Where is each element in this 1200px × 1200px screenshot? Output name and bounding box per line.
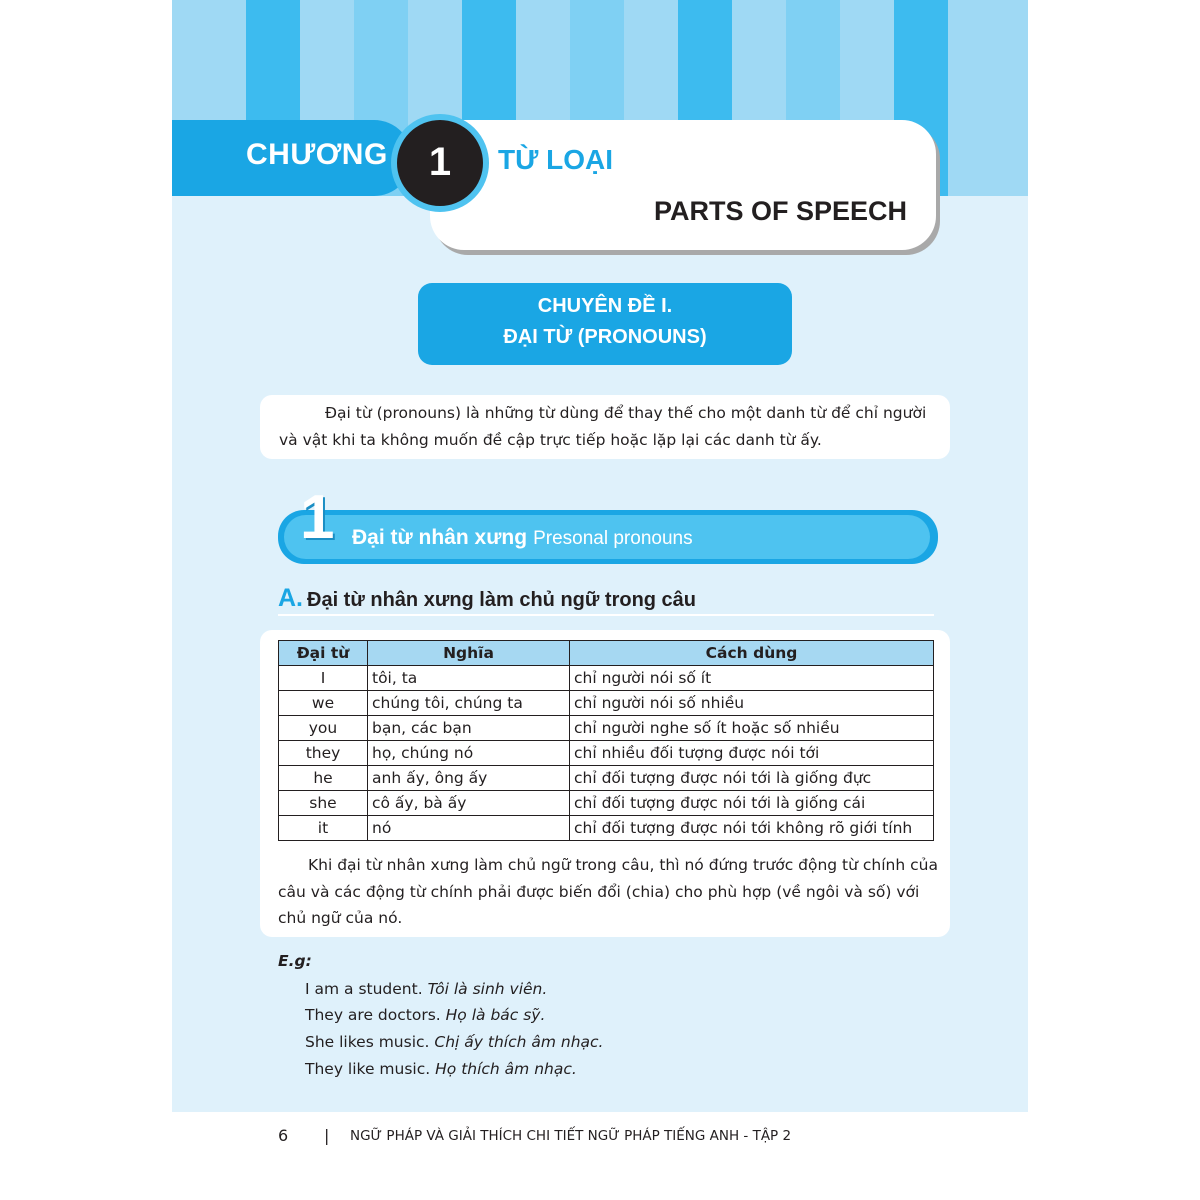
example-item (305, 1060, 577, 1078)
subsection-title: Đại từ nhân xưng làm chủ ngữ trong câu (307, 589, 697, 611)
section-title-en: Presonal pronouns (533, 528, 693, 549)
meaning-cell: tôi, ta (368, 666, 570, 691)
example-vn: Tôi là sinh viên. (427, 980, 548, 998)
chapter-label: CHƯƠNG (246, 138, 388, 171)
table-row (279, 816, 934, 841)
topic-box (418, 283, 792, 365)
example-en: They like music. (305, 1060, 431, 1078)
chapter-number: 1 (428, 140, 452, 184)
usage-note: Khi đại từ nhân xưng làm chủ ngữ trong câu, thì nó đứng trước động từ chính của câu và các động từ chính phải được biến đổi (chia) cho phù hợp (về ngôi và số) với chủ ngữ của nó. (278, 856, 938, 927)
pronoun-cell: you (279, 716, 368, 741)
table-row (279, 741, 934, 766)
pronoun-cell: they (279, 741, 368, 766)
usage-cell: chỉ người nghe số ít hoặc số nhiều (570, 716, 934, 741)
chapter-title-box (430, 120, 936, 250)
example-en: She likes music. (305, 1033, 430, 1051)
table-header: Cách dùng (570, 641, 934, 666)
usage-cell: chỉ người nói số nhiều (570, 691, 934, 716)
subsection-letter: A. (278, 584, 303, 612)
example-item (305, 1033, 603, 1051)
meaning-cell: anh ấy, ông ấy (368, 766, 570, 791)
table-header: Nghĩa (368, 641, 570, 666)
example-vn: Họ là bác sỹ. (445, 1006, 546, 1024)
table-header-row (279, 641, 934, 666)
pronoun-cell: I (279, 666, 368, 691)
section-number: 1 (300, 483, 335, 552)
pronoun-table (278, 640, 934, 841)
page-number: 6 (278, 1126, 289, 1145)
pronoun-cell: he (279, 766, 368, 791)
example-en: I am a student. (305, 980, 423, 998)
section-title-vn: Đại từ nhân xưng (352, 526, 528, 549)
intro-card (260, 395, 950, 459)
usage-cell: chỉ đối tượng được nói tới là giống đực (570, 766, 934, 791)
subsection-heading (278, 584, 934, 616)
meaning-cell: nó (368, 816, 570, 841)
table-row (279, 766, 934, 791)
example-vn: Chị ấy thích âm nhạc. (434, 1033, 604, 1051)
example-en: They are doctors. (305, 1006, 441, 1024)
meaning-cell: bạn, các bạn (368, 716, 570, 741)
topic-line-1: CHUYÊN ĐỀ I. (537, 295, 673, 317)
table-row (279, 791, 934, 816)
example-item (305, 980, 547, 998)
footer-separator: | (324, 1126, 330, 1145)
pronoun-cell: it (279, 816, 368, 841)
usage-cell: chỉ đối tượng được nói tới không rõ giới tính (570, 816, 934, 841)
meaning-cell: họ, chúng nó (368, 741, 570, 766)
book-page (172, 0, 1028, 1112)
example-vn: Họ thích âm nhạc. (435, 1060, 577, 1078)
example-label: E.g: (278, 952, 312, 970)
book-title-footer: NGỮ PHÁP VÀ GIẢI THÍCH CHI TIẾT NGỮ PHÁP TIẾNG ANH - TẬP 2 (350, 1128, 792, 1144)
usage-cell: chỉ người nói số ít (570, 666, 934, 691)
usage-cell: chỉ đối tượng được nói tới là giống cái (570, 791, 934, 816)
table-row (279, 716, 934, 741)
table-row (279, 691, 934, 716)
chapter-title-en: PARTS OF SPEECH (654, 196, 908, 226)
table-header: Đại từ (279, 641, 368, 666)
meaning-cell: chúng tôi, chúng ta (368, 691, 570, 716)
usage-cell: chỉ nhiều đối tượng được nói tới (570, 741, 934, 766)
example-item (305, 1006, 545, 1024)
chapter-title-vn: TỪ LOẠI (498, 144, 613, 175)
topic-line-2: ĐẠI TỪ (PRONOUNS) (503, 326, 707, 348)
section-title (352, 526, 693, 550)
pronoun-cell: she (279, 791, 368, 816)
meaning-cell: cô ấy, bà ấy (368, 791, 570, 816)
intro-text: Đại từ (pronouns) là những từ dùng để thay thế cho một danh từ để chỉ người và vật khi ta không muốn đề cập trực tiếp hoặc lặp lại các danh từ ấy. (279, 404, 927, 449)
pronoun-cell: we (279, 691, 368, 716)
table-row (279, 666, 934, 691)
